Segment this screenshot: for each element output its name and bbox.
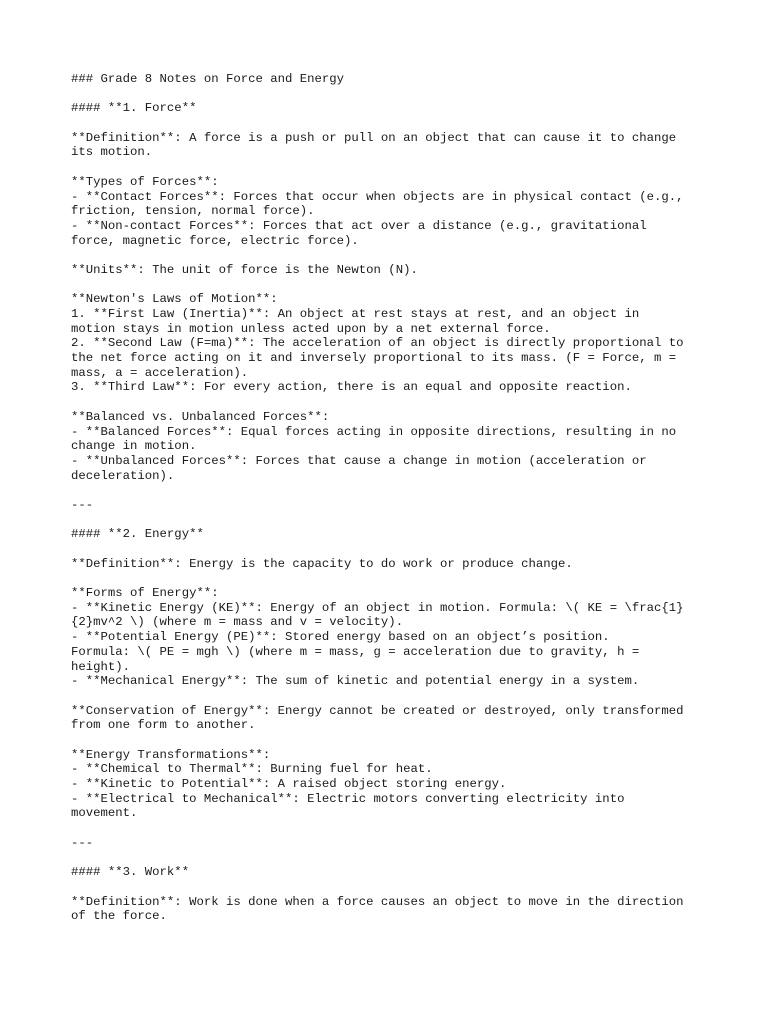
text-line: --- <box>71 497 94 512</box>
text-line: change in motion. <box>71 439 197 454</box>
text-line: {2}mv^2 \) (where m = mass and v = velocity). <box>71 615 404 630</box>
text-line: **Types of Forces**: <box>71 174 219 189</box>
text-line: the net force acting on it and inversely proportional to its mass. (F = Force, m = <box>71 351 677 366</box>
document-text <box>71 72 711 924</box>
text-line: movement. <box>71 806 138 821</box>
text-line <box>71 571 711 586</box>
text-line: mass, a = acceleration). <box>71 365 249 380</box>
text-line: - **Non-contact Forces**: Forces that act over a distance (e.g., gravitational <box>71 218 647 233</box>
text-line <box>71 248 711 263</box>
text-line <box>71 87 711 102</box>
text-line: - **Contact Forces**: Forces that occur when objects are in physical contact (e.g., <box>71 189 684 204</box>
text-line: - **Chemical to Thermal**: Burning fuel for heat. <box>71 762 433 777</box>
text-line: - **Kinetic Energy (KE)**: Energy of an object in motion. Formula: \( KE = \frac{1} <box>71 600 684 615</box>
text-line: from one form to another. <box>71 718 256 733</box>
text-line <box>71 880 711 895</box>
text-line: **Definition**: Work is done when a force causes an object to move in the direction <box>71 894 684 909</box>
text-line: height). <box>71 659 131 674</box>
text-line <box>71 733 711 748</box>
text-line: #### **1. Force** <box>71 101 197 116</box>
text-line: **Definition**: Energy is the capacity to do work or produce change. <box>71 556 573 571</box>
text-line: **Forms of Energy**: <box>71 586 219 601</box>
text-line: **Conservation of Energy**: Energy cannot be created or destroyed, only transformed <box>71 703 684 718</box>
text-line: of the force. <box>71 909 167 924</box>
text-line: its motion. <box>71 145 153 160</box>
text-line: - **Unbalanced Forces**: Forces that cause a change in motion (acceleration or <box>71 453 647 468</box>
text-line <box>71 850 711 865</box>
text-line: #### **3. Work** <box>71 865 190 880</box>
text-line <box>71 821 711 836</box>
text-line: force, magnetic force, electric force). <box>71 233 359 248</box>
text-line <box>71 689 711 704</box>
text-line: 3. **Third Law**: For every action, there is an equal and opposite reaction. <box>71 380 632 395</box>
text-line: #### **2. Energy** <box>71 527 204 542</box>
text-line <box>71 116 711 131</box>
text-line <box>71 542 711 557</box>
text-line <box>71 160 711 175</box>
text-line: ### Grade 8 Notes on Force and Energy <box>71 72 345 86</box>
text-line: --- <box>71 835 94 850</box>
text-line <box>71 278 711 293</box>
text-line: - **Balanced Forces**: Equal forces acting in opposite directions, resulting in no <box>71 424 677 439</box>
text-line: 2. **Second Law (F=ma)**: The acceleration of an object is directly proportional to <box>71 336 684 351</box>
text-line: - **Electrical to Mechanical**: Electric motors converting electricity into <box>71 791 625 806</box>
text-line: **Balanced vs. Unbalanced Forces**: <box>71 409 330 424</box>
text-line <box>71 483 711 498</box>
text-line: - **Kinetic to Potential**: A raised object storing energy. <box>71 777 507 791</box>
text-line: friction, tension, normal force). <box>71 204 315 219</box>
text-line: **Definition**: A force is a push or pull on an object that can cause it to change <box>71 130 677 145</box>
text-line: 1. **First Law (Inertia)**: An object at rest stays at rest, and an object in <box>71 307 640 321</box>
text-line: motion stays in motion unless acted upon by a net external force. <box>71 321 551 336</box>
text-line <box>71 395 711 410</box>
text-line: - **Potential Energy (PE)**: Stored energy based on an object’s position. <box>71 630 610 645</box>
text-line: **Energy Transformations**: <box>71 747 271 762</box>
text-line: Formula: \( PE = mgh \) (where m = mass, g = acceleration due to gravity, h = <box>71 644 640 659</box>
text-line: deceleration). <box>71 468 175 483</box>
text-line <box>71 513 711 528</box>
text-line: **Newton's Laws of Motion**: <box>71 292 278 307</box>
text-line: - **Mechanical Energy**: The sum of kinetic and potential energy in a system. <box>71 674 640 689</box>
text-line: **Units**: The unit of force is the Newton (N). <box>71 262 418 277</box>
